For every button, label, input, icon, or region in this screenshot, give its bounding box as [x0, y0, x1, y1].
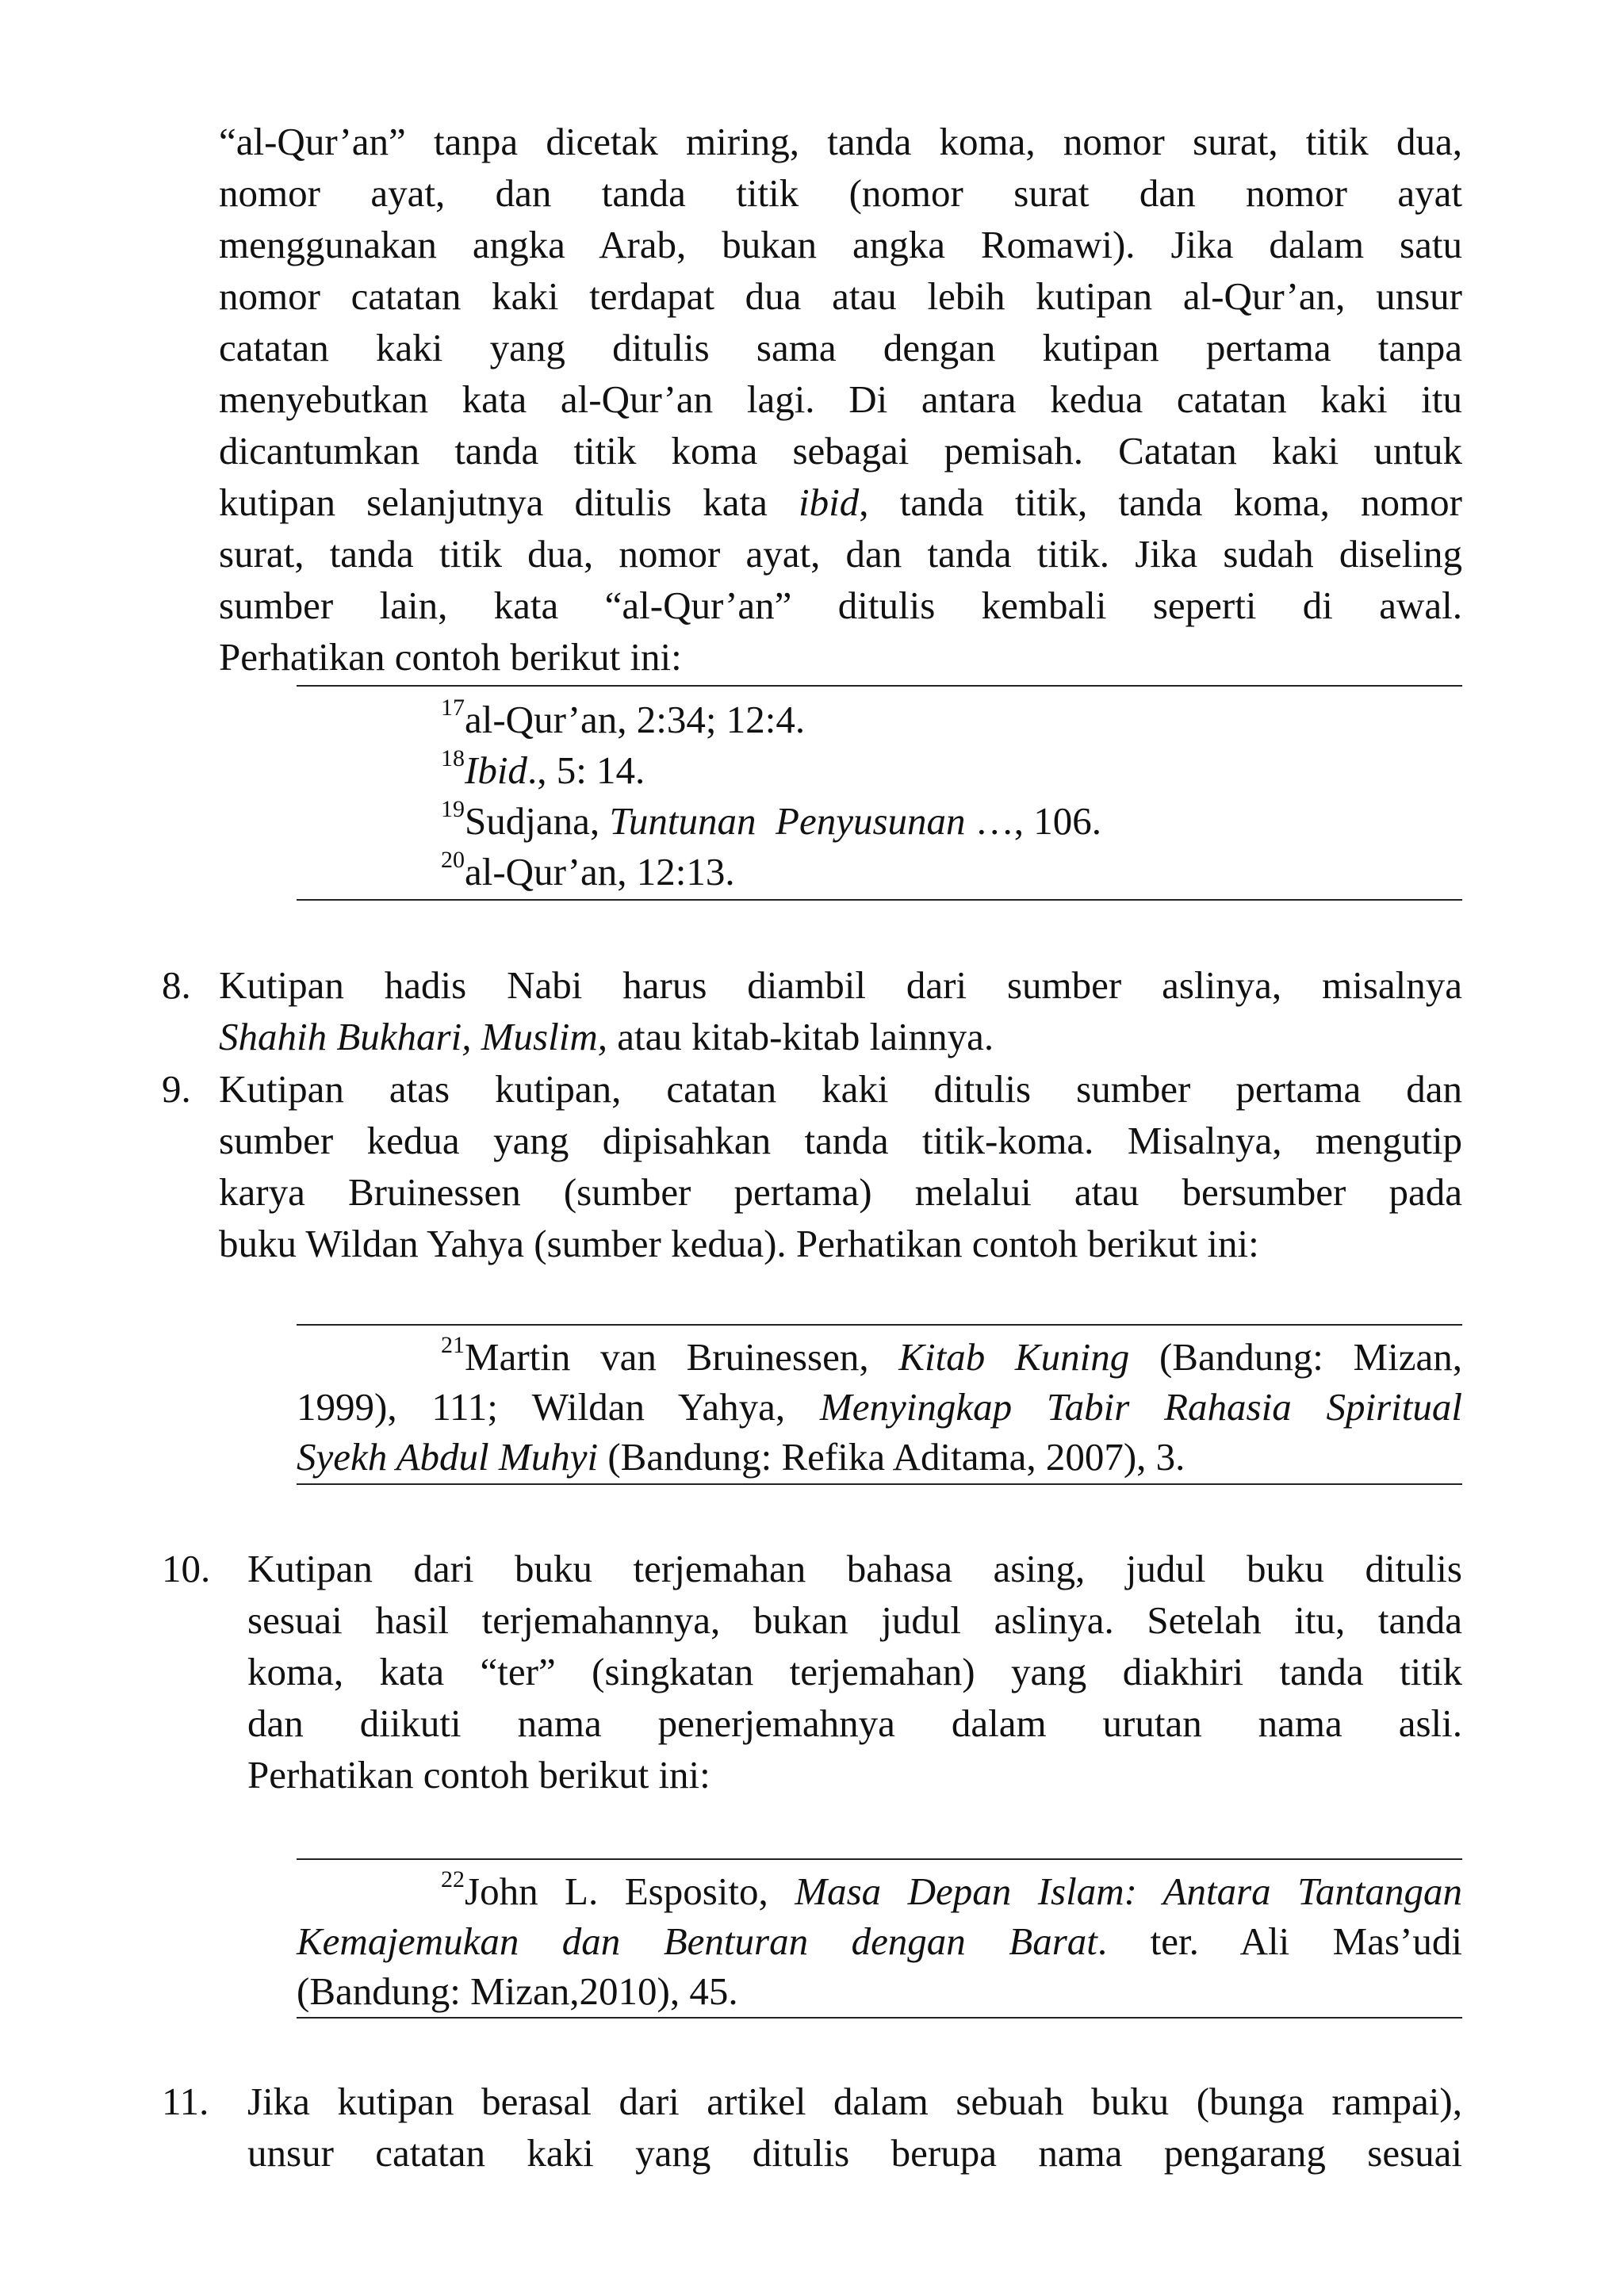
text-line: sumber lain, kata “al-Qur’an” ditulis kembali seperti di awal.	[219, 584, 1462, 627]
list-number-8: 8.	[162, 963, 191, 1007]
footnote-rule-bottom	[297, 1483, 1462, 1485]
footnote-22	[297, 1866, 1462, 2016]
footnote-19: $^{19}$Sudjana, Tuntunan Penyusunan …, 106.	[441, 796, 1102, 843]
footnote-20: $^{20}$al-Qur’an, 12:13.	[441, 847, 735, 894]
text-line: “al-Qur’an” tanpa dicetak miring, tanda koma, nomor surat, titik dua,	[219, 120, 1462, 163]
text-line: Kutipan dari buku terjemahan bahasa asing, judul buku ditulis	[247, 1547, 1462, 1590]
text-line: surat, tanda titik dua, nomor ayat, dan tanda titik. Jika sudah diseling	[219, 532, 1462, 576]
text-line: menyebutkan kata al-Qur’an lagi. Di antara kedua catatan kaki itu	[219, 377, 1462, 421]
text-line: buku Wildan Yahya (sumber kedua). Perhatikan contoh berikut ini:	[219, 1222, 1259, 1265]
text-line: 1999), 111; Wildan Yahya, Menyingkap Tabir Rahasia Spiritual	[297, 1385, 1462, 1429]
text-line: Shahih Bukhari, Muslim, atau kitab-kitab lainnya.	[219, 1015, 994, 1058]
text-line: unsur catatan kaki yang ditulis berupa nama pengarang sesuai	[247, 2131, 1462, 2175]
text-line: nomor ayat, dan tanda titik (nomor surat dan nomor ayat	[219, 171, 1462, 215]
text-line: dicantumkan tanda titik koma sebagai pemisah. Catatan kaki untuk	[219, 429, 1462, 473]
text-line: Kemajemukan dan Benturan dengan Barat. ter. Ali Mas’udi	[297, 1919, 1462, 1963]
list-item-8	[219, 959, 1462, 1062]
list-number-9: 9.	[162, 1067, 191, 1111]
text-line: kutipan selanjutnya ditulis kata ibid, tanda titik, tanda koma, nomor	[219, 480, 1462, 524]
list-number-11: 11.	[162, 2080, 209, 2123]
italic-term: ibid	[799, 480, 860, 524]
footnote-rule-bottom	[297, 899, 1462, 901]
footnote-rule-bottom	[297, 2017, 1462, 2019]
intro-paragraph	[219, 116, 1462, 683]
text-line: $^{21}$Martin van Bruinessen, Kitab Kuning (Bandung: Mizan,	[441, 1332, 1462, 1379]
footnote-rule-top	[297, 1858, 1462, 1860]
text-line: sumber kedua yang dipisahkan tanda titik-koma. Misalnya, mengutip	[219, 1119, 1462, 1162]
text-line: catatan kaki yang ditulis sama dengan kutipan pertama tanpa	[219, 326, 1462, 369]
list-item-10	[247, 1543, 1462, 1800]
text-line: Perhatikan contoh berikut ini:	[219, 635, 682, 679]
text-line: nomor catatan kaki terdapat dua atau lebih kutipan al-Qur’an, unsur	[219, 274, 1462, 318]
text-line: Kutipan hadis Nabi harus diambil dari sumber aslinya, misalnya	[219, 963, 1462, 1007]
footnote-rule-top	[297, 685, 1462, 687]
footnote-rule-top	[297, 1324, 1462, 1326]
text-line: Kutipan atas kutipan, catatan kaki ditulis sumber pertama dan	[219, 1067, 1462, 1111]
text-line: Perhatikan contoh berikut ini:	[247, 1753, 710, 1797]
list-item-9	[219, 1063, 1462, 1269]
list-item-11	[247, 2076, 1462, 2179]
text-line: dan diikuti nama penerjemahnya dalam urutan nama asli.	[247, 1701, 1462, 1745]
text-line: (Bandung: Mizan,2010), 45.	[297, 1969, 738, 2013]
text-line: Syekh Abdul Muhyi (Bandung: Refika Aditama, 2007), 3.	[297, 1435, 1185, 1479]
footnote-21	[297, 1332, 1462, 1482]
text-line: sesuai hasil terjemahannya, bukan judul aslinya. Setelah itu, tanda	[247, 1598, 1462, 1642]
text-line: $^{22}$John L. Esposito, Masa Depan Islam: Antara Tantangan	[441, 1866, 1462, 1913]
footnote-18: $^{18}$Ibid., 5: 14.	[441, 745, 645, 792]
footnote-17: $^{17}$al-Qur’an, 2:34; 12:4.	[441, 695, 806, 741]
list-number-10: 10.	[162, 1547, 211, 1590]
text-line: koma, kata “ter” (singkatan terjemahan) yang diakhiri tanda titik	[247, 1650, 1462, 1693]
text-line: karya Bruinessen (sumber pertama) melalui atau bersumber pada	[219, 1170, 1462, 1214]
text-line: menggunakan angka Arab, bukan angka Romawi). Jika dalam satu	[219, 223, 1462, 266]
text-line: Jika kutipan berasal dari artikel dalam sebuah buku (bunga rampai),	[247, 2080, 1462, 2123]
